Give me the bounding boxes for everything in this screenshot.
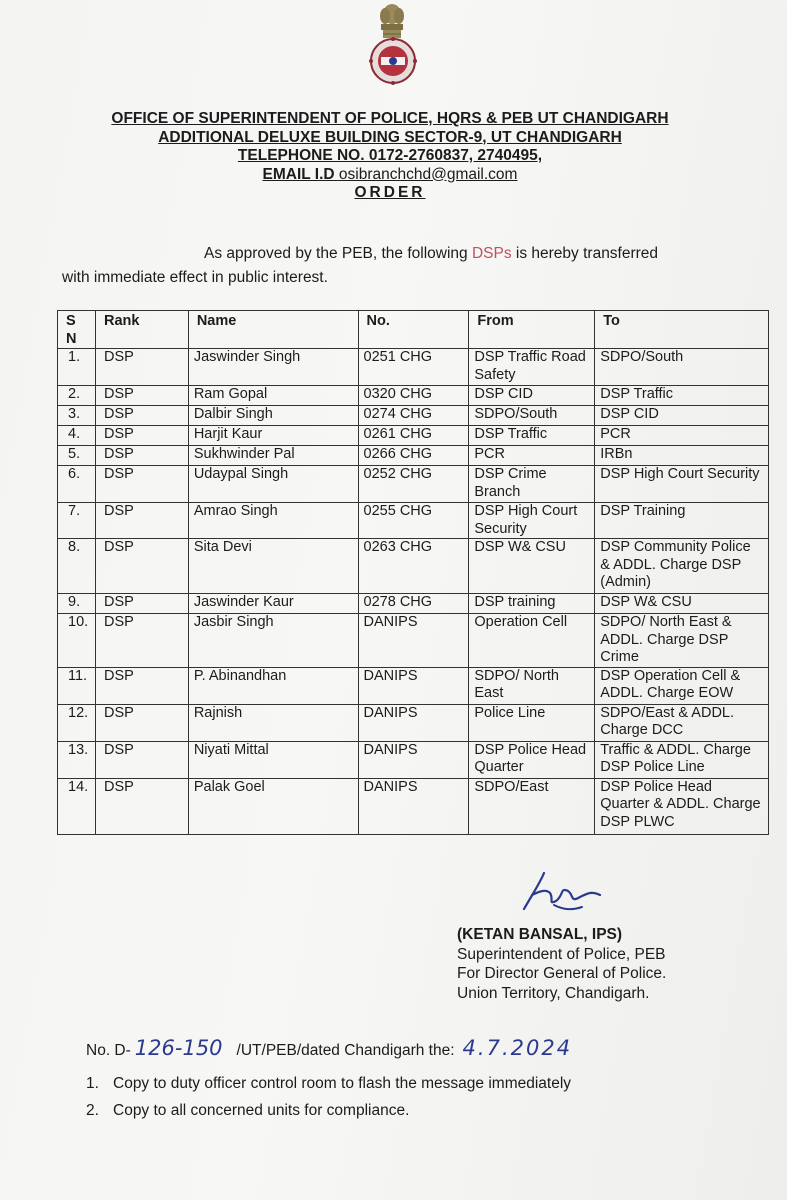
table-cell: 4.	[58, 426, 96, 446]
table-cell: DSP	[95, 503, 188, 539]
header-from: From	[469, 311, 595, 349]
table-cell: Sita Devi	[188, 539, 358, 594]
table-cell: DSP	[95, 778, 188, 834]
text-span: As approved by the PEB, the following	[204, 245, 472, 262]
table-cell: DSP W& CSU	[469, 539, 595, 594]
table-cell: DSP High Court Security	[469, 503, 595, 539]
order-heading: ORDER	[354, 184, 426, 201]
table-row	[58, 667, 769, 704]
table-cell: 11.	[58, 667, 96, 704]
table-cell: DSP	[95, 614, 188, 668]
text-span: 1.	[86, 1075, 99, 1092]
table-cell: 5.	[58, 446, 96, 466]
copy-list	[86, 1070, 571, 1124]
table-cell: DSP W& CSU	[595, 594, 769, 614]
table-cell: Palak Goel	[188, 778, 358, 834]
table-cell: DSP training	[469, 594, 595, 614]
table-cell: DSP Police Head Quarter	[469, 741, 595, 778]
table-cell: DSP	[95, 704, 188, 741]
table-cell: DSP	[95, 406, 188, 426]
table-cell: DSP Operation Cell & ADDL. Charge EOW	[595, 667, 769, 704]
office-address: ADDITIONAL DELUXE BUILDING SECTOR-9, UT CHANDIGARH	[158, 128, 622, 146]
table-cell: DSP Traffic	[469, 426, 595, 446]
table-cell: Jasbir Singh	[188, 614, 358, 668]
table-cell: Traffic & ADDL. Charge DSP Police Line	[595, 741, 769, 778]
table-cell: DSP	[95, 539, 188, 594]
reference-middle: /UT/PEB/dated Chandigarh the:	[236, 1042, 455, 1059]
signature-icon	[510, 865, 610, 925]
table-cell: 9.	[58, 594, 96, 614]
table-cell: P. Abinandhan	[188, 667, 358, 704]
table-row	[58, 704, 769, 741]
officer-designation: Superintendent of Police, PEB	[457, 945, 666, 963]
table-cell: 0266 CHG	[358, 446, 469, 466]
table-cell: 8.	[58, 539, 96, 594]
table-cell: 6.	[58, 466, 96, 503]
table-cell: Niyati Mittal	[188, 741, 358, 778]
table-cell: Police Line	[469, 704, 595, 741]
intro-line-2: with immediate effect in public interest.	[62, 269, 328, 286]
table-row	[58, 778, 769, 834]
table-cell: DSP High Court Security	[595, 466, 769, 503]
table-cell: 0251 CHG	[358, 349, 469, 386]
table-cell: Sukhwinder Pal	[188, 446, 358, 466]
table-row	[58, 426, 769, 446]
table-cell: 7.	[58, 503, 96, 539]
table-cell: SDPO/South	[469, 406, 595, 426]
table-cell: Jaswinder Singh	[188, 349, 358, 386]
table-cell: DANIPS	[358, 667, 469, 704]
office-email	[60, 166, 720, 185]
text-span: Copy to all concerned units for compliance.	[113, 1102, 410, 1119]
text-span: N	[66, 330, 77, 347]
text-span: Copy to duty officer control room to flash the message immediately	[113, 1075, 572, 1092]
officer-line-2: For Director General of Police.	[457, 965, 667, 982]
table-row	[58, 446, 769, 466]
letterhead	[60, 110, 720, 203]
table-cell: 0274 CHG	[358, 406, 469, 426]
table-cell: 12.	[58, 704, 96, 741]
table-cell: DSP	[95, 386, 188, 406]
table-cell: DSP	[95, 466, 188, 503]
table-cell: DSP Crime Branch	[469, 466, 595, 503]
header-rank: Rank	[95, 311, 188, 349]
table-row	[58, 614, 769, 668]
table-row	[58, 741, 769, 778]
table-row	[58, 466, 769, 503]
office-title: OFFICE OF SUPERINTENDENT OF POLICE, HQRS & PEB UT CHANDIGARH	[111, 110, 669, 127]
table-header-row	[58, 311, 769, 349]
table-cell: 3.	[58, 406, 96, 426]
text-span: S	[66, 313, 76, 329]
table-cell: 10.	[58, 614, 96, 668]
table-row	[58, 406, 769, 426]
table-cell: Operation Cell	[469, 614, 595, 668]
header-no: No.	[358, 311, 469, 349]
table-cell: 0278 CHG	[358, 594, 469, 614]
table-row	[58, 539, 769, 594]
table-cell: Dalbir Singh	[188, 406, 358, 426]
intro-paragraph	[62, 242, 722, 290]
table-cell: Rajnish	[188, 704, 358, 741]
table-cell: SDPO/East & ADDL. Charge DCC	[595, 704, 769, 741]
table-cell: Harjit Kaur	[188, 426, 358, 446]
table-cell: 0320 CHG	[358, 386, 469, 406]
header-to: To	[595, 311, 769, 349]
police-badge-icon	[355, 36, 431, 86]
email-label: EMAIL I.D	[262, 165, 335, 183]
reference-number: 126-150	[134, 1036, 223, 1060]
table-cell: PCR	[469, 446, 595, 466]
table-cell: DANIPS	[358, 614, 469, 668]
table-cell: 1.	[58, 349, 96, 386]
table-row	[58, 349, 769, 386]
table-cell: Udaypal Singh	[188, 466, 358, 503]
table-cell: DSP Community Police & ADDL. Charge DSP (Admin)	[595, 539, 769, 594]
table-cell: SDPO/ North East	[469, 667, 595, 704]
email-address: osibranchchd@gmail.com	[338, 165, 518, 183]
reference-prefix: No. D-	[86, 1042, 131, 1059]
header-sn	[58, 311, 96, 349]
table-cell: 0255 CHG	[358, 503, 469, 539]
table-cell: Amrao Singh	[188, 503, 358, 539]
table-cell: 14.	[58, 778, 96, 834]
table-cell: DSP	[95, 349, 188, 386]
intro-line-1	[62, 242, 722, 266]
table-cell: DSP CID	[469, 386, 595, 406]
table-cell: Jaswinder Kaur	[188, 594, 358, 614]
table-cell: PCR	[595, 426, 769, 446]
table-cell: DSP	[95, 446, 188, 466]
table-row	[58, 503, 769, 539]
table-row	[58, 594, 769, 614]
table-cell: DSP	[95, 426, 188, 446]
table-cell: DSP	[95, 667, 188, 704]
office-telephone: TELEPHONE NO. 0172-2760837, 2740495,	[237, 147, 543, 164]
table-cell: DANIPS	[358, 741, 469, 778]
table-cell: DSP	[95, 741, 188, 778]
transfer-table	[57, 310, 769, 835]
reference-line	[86, 1036, 572, 1060]
text-span: 2.	[86, 1102, 99, 1119]
reference-date: 4.7.2024	[462, 1036, 573, 1060]
transfer-table-body	[58, 349, 769, 835]
table-cell: SDPO/ North East & ADDL. Charge DSP Crime	[595, 614, 769, 668]
table-cell: DSP	[95, 594, 188, 614]
table-cell: 13.	[58, 741, 96, 778]
table-cell: Ram Gopal	[188, 386, 358, 406]
table-cell: SDPO/East	[469, 778, 595, 834]
header-name: Name	[188, 311, 358, 349]
table-cell: DANIPS	[358, 778, 469, 834]
intro-highlight: DSPs	[471, 245, 512, 262]
table-cell: DANIPS	[358, 704, 469, 741]
table-cell: IRBn	[595, 446, 769, 466]
table-cell: DSP CID	[595, 406, 769, 426]
list-item	[86, 1070, 571, 1097]
table-cell: SDPO/South	[595, 349, 769, 386]
table-cell: 2.	[58, 386, 96, 406]
table-row	[58, 386, 769, 406]
officer-name: (KETAN BANSAL, IPS)	[457, 926, 623, 943]
table-cell: DSP Traffic Road Safety	[469, 349, 595, 386]
signature-block	[457, 925, 666, 1003]
table-cell: DSP Traffic	[595, 386, 769, 406]
list-item	[86, 1097, 571, 1124]
table-cell: DSP Training	[595, 503, 769, 539]
table-cell: 0263 CHG	[358, 539, 469, 594]
table-cell: DSP Police Head Quarter & ADDL. Charge DSP PLWC	[595, 778, 769, 834]
table-cell: 0252 CHG	[358, 466, 469, 503]
officer-line-3: Union Territory, Chandigarh.	[457, 984, 650, 1002]
text-span: is hereby transferred	[511, 245, 659, 262]
table-cell: 0261 CHG	[358, 426, 469, 446]
